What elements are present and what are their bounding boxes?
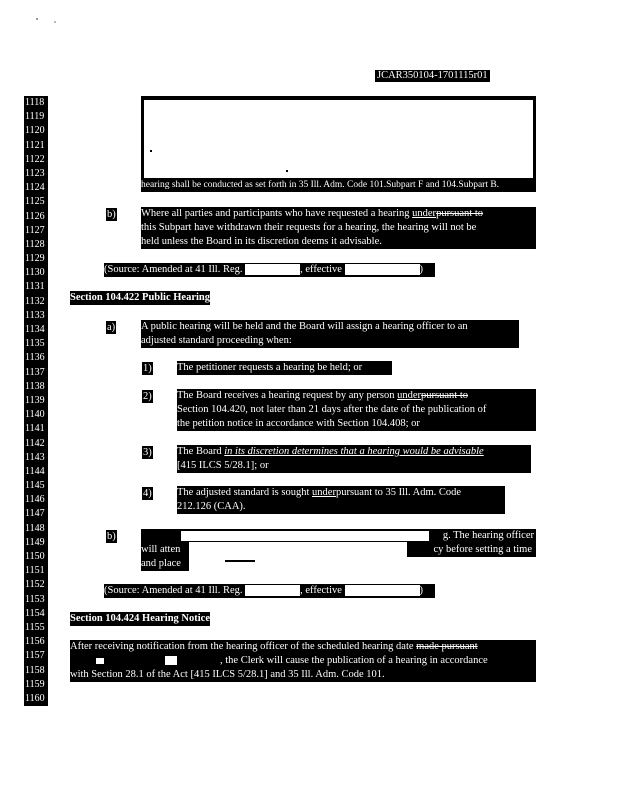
inserted-text: under: [412, 208, 437, 219]
scan-speck: [54, 21, 56, 23]
line-number: 1120: [25, 125, 45, 137]
line-number: 1154: [25, 607, 45, 619]
para-b1-text: [141, 207, 536, 249]
item-2-text: The Board receives a hearing request by any person underpursuant to Section 104.420, not later than 21 days after the date of the publication of the petition notice in accordance with Section 104.408; or: [177, 389, 536, 431]
line-number: 1156: [25, 636, 45, 648]
line-number: 1157: [25, 650, 45, 662]
line-number: 1130: [25, 267, 45, 279]
line-number: 1119: [25, 111, 45, 123]
scan-speck: [150, 150, 152, 152]
line-number: 1136: [25, 352, 45, 364]
inserted-text: under: [397, 390, 422, 401]
line-number: 1143: [25, 451, 45, 463]
deleted-text: made pursuant: [416, 641, 478, 652]
text-run: held unless the Board in its discretion deems it advisable.: [141, 236, 382, 247]
source-note-2: (Source: Amended at 41 Ill. Reg. , effective ): [104, 584, 435, 598]
line-number: 1126: [25, 210, 45, 222]
line-number: 1145: [25, 480, 45, 492]
line-number: 1159: [25, 678, 45, 690]
redacted-area: [144, 100, 533, 178]
italic-quote: in its discretion determines that a hearing would be advisable: [224, 446, 484, 457]
para-a-text: A public hearing will be held and the Board will assign a hearing officer to an adjusted standard proceeding when:: [141, 320, 519, 348]
para-b2-line1: g. The hearing officer: [141, 529, 536, 543]
redaction-mark: [181, 531, 429, 541]
line-number: 1146: [25, 494, 45, 506]
line-number: 1147: [25, 508, 45, 520]
source-note-1: (Source: Amended at 41 Ill. Reg. , effective ): [104, 263, 435, 277]
inserted-text: under: [312, 487, 336, 498]
line-number: 1148: [25, 522, 45, 534]
line-number: 1142: [25, 437, 45, 449]
para-b2-label: b): [107, 531, 116, 542]
line-number: 1133: [25, 309, 45, 321]
top-block-tail-line: hearing shall be conducted as set forth in 35 Ill. Adm. Code 101.Subpart F and 104.Subpart B.: [141, 178, 536, 192]
item-1-label: 1): [143, 363, 152, 374]
para-b1-label: b): [107, 209, 116, 220]
line-number: 1155: [25, 621, 45, 633]
line-number: 1132: [25, 295, 45, 307]
para-b2-line2: will atten cy before setting a time: [141, 543, 536, 557]
scan-speck: [225, 560, 255, 562]
line-number: 1128: [25, 238, 45, 250]
redaction-mark: [96, 658, 104, 664]
line-number: 1137: [25, 366, 45, 378]
text-run: this Subpart have withdrawn their requests for a hearing, the hearing will not be: [141, 222, 477, 233]
item-4-label: 4): [143, 488, 152, 499]
item-1-text: The petitioner requests a hearing be held; or: [177, 361, 392, 375]
section-104-424-text: After receiving notification from the hearing officer of the scheduled hearing date made pursuant , the Clerk will cause the publication of a hearing in accordance with Section 28.1 of the Act [415 ILCS 5/28.1] and 35 Ill. Adm. Code 101.: [70, 640, 536, 682]
line-number: 1121: [25, 139, 45, 151]
line-number-gutter: [24, 96, 48, 706]
line-number: 1160: [25, 692, 45, 704]
line-number: 1124: [25, 182, 45, 194]
redaction-mark: [165, 656, 177, 665]
para-b2-line3: and place: [141, 557, 211, 571]
line-number: 1131: [25, 281, 45, 293]
scan-speck: [36, 18, 38, 20]
line-number: 1144: [25, 465, 45, 477]
deleted-text: pursuant to: [436, 208, 484, 219]
item-3-text: The Board in its discretion determines that a hearing would be advisable [415 ILCS 5/28.1]; or: [177, 445, 531, 473]
line-number: 1135: [25, 338, 45, 350]
line-number: 1139: [25, 394, 45, 406]
line-number: 1149: [25, 536, 45, 548]
document-code-header: JCAR350104-1701115r01: [377, 70, 488, 81]
line-number: 1158: [25, 664, 45, 676]
deleted-text: pursuant to: [421, 390, 468, 401]
line-number: 1118: [25, 97, 45, 108]
section-104-424-title: Section 104.424 Hearing Notice: [70, 613, 210, 624]
item-3-label: 3): [143, 447, 152, 458]
line-number: 1125: [25, 196, 45, 208]
line-number: 1122: [25, 153, 45, 165]
text-run: Where all parties and participants who have requested a hearing: [141, 208, 413, 219]
line-number: 1152: [25, 579, 45, 591]
line-number: 1153: [25, 593, 45, 605]
line-number: 1150: [25, 551, 45, 562]
section-104-422-title: Section 104.422 Public Hearing: [70, 292, 210, 303]
line-number: 1129: [25, 253, 45, 265]
redaction-mark: [189, 542, 407, 571]
line-number: 1151: [25, 565, 45, 577]
item-2-label: 2): [143, 391, 152, 402]
line-number: 1123: [25, 167, 45, 179]
line-number: 1127: [25, 224, 45, 236]
item-4-text: The adjusted standard is sought underpursuant to 35 Ill. Adm. Code 212.126 (CAA).: [177, 486, 505, 514]
line-number: 1134: [25, 324, 45, 335]
line-number: 1140: [25, 409, 45, 421]
line-number: 1138: [25, 380, 45, 392]
para-a-label: a): [107, 322, 116, 333]
scan-speck: [286, 170, 288, 172]
line-number: 1141: [25, 423, 45, 435]
